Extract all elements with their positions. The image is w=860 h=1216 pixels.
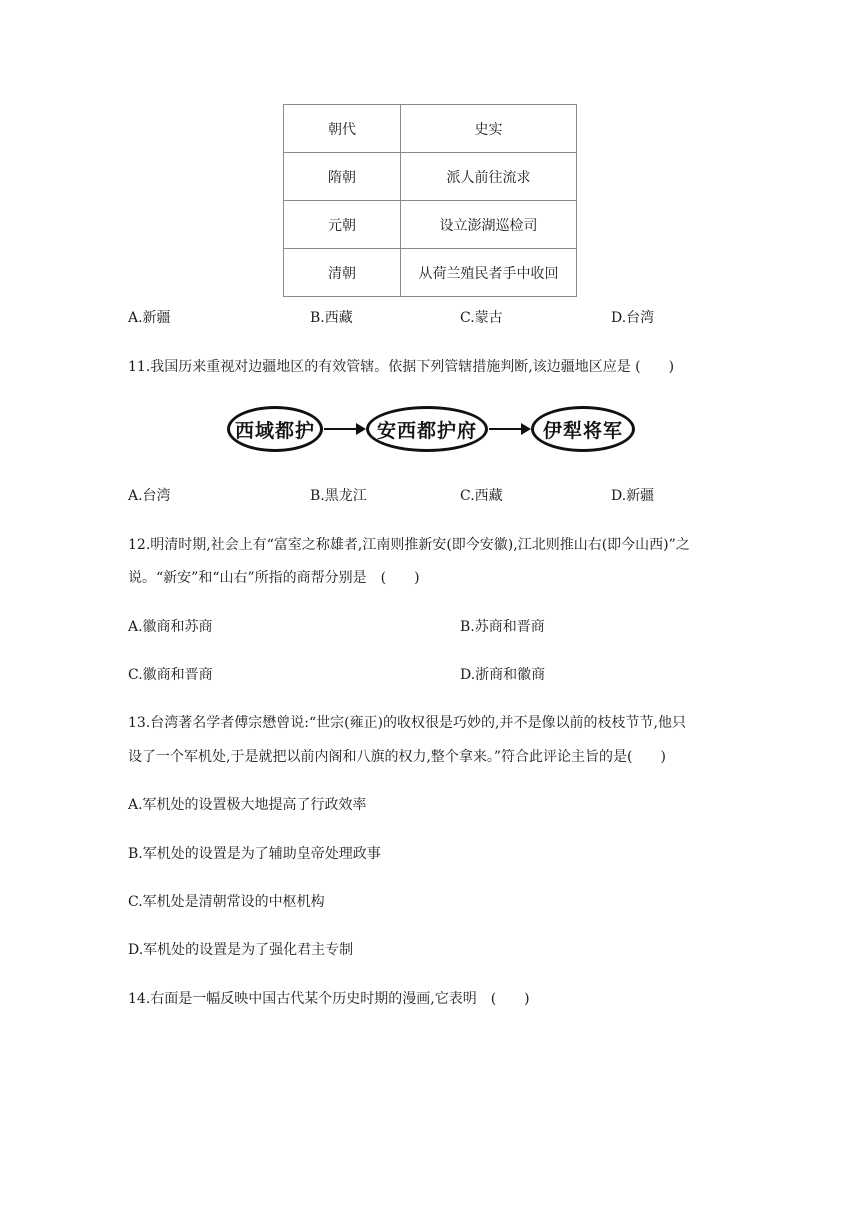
table-cell: 隋朝	[284, 153, 401, 201]
q10-option-a: A.新疆	[128, 310, 171, 326]
table-row	[284, 153, 577, 201]
q11-flow-diagram	[227, 402, 637, 458]
flow-arrow-icon	[489, 428, 529, 430]
table-cell: 元朝	[284, 201, 401, 249]
table-cell: 从荷兰殖民者手中收回	[401, 249, 577, 297]
q10-option-c: C.蒙古	[460, 310, 503, 326]
table-header-cell: 史实	[401, 105, 577, 153]
q11-option-a: A.台湾	[128, 488, 171, 504]
q11-option-d: D.新疆	[611, 488, 655, 504]
table-header-cell: 朝代	[284, 105, 401, 153]
q12-option-d: D.浙商和徽商	[460, 667, 546, 683]
q12-stem-line2: 说。“新安”和“山右”所指的商帮分别是 ( )	[128, 570, 420, 586]
q13-option-b: B.军机处的设置是为了辅助皇帝处理政事	[128, 846, 381, 862]
flow-node-xiyu-duhu: 西域都护	[227, 406, 323, 452]
q13-option-a: A.军机处的设置极大地提高了行政效率	[128, 797, 367, 813]
q11-option-c: C.西藏	[460, 488, 503, 504]
q13-option-d: D.军机处的设置是为了强化君主专制	[128, 942, 354, 958]
q11-option-b: B.黑龙江	[310, 488, 367, 504]
q14-stem: 14.右面是一幅反映中国古代某个历史时期的漫画,它表明 ( )	[128, 991, 530, 1007]
q12-stem-line1: 12.明清时期,社会上有“富室之称雄者,江南则推新安(即今安徽),江北则推山右(即今山西)”之	[128, 537, 690, 553]
flow-node-anxi-duhufu: 安西都护府	[366, 406, 488, 452]
table-cell: 清朝	[284, 249, 401, 297]
q11-stem: 11.我国历来重视对边疆地区的有效管辖。依据下列管辖措施判断,该边疆地区应是 ( )	[128, 359, 675, 375]
q10-option-b: B.西藏	[310, 310, 353, 326]
q12-option-b: B.苏商和晋商	[460, 619, 545, 635]
flow-arrow-icon	[324, 428, 364, 430]
q13-stem-line2: 设了一个军机处,于是就把以前内阁和八旗的权力,整个拿来。”符合此评论主旨的是( )	[128, 749, 666, 765]
table-header-row	[284, 105, 577, 153]
table-cell: 派人前往流求	[401, 153, 577, 201]
q13-option-c: C.军机处是清朝常设的中枢机构	[128, 894, 325, 910]
dynasty-table	[283, 104, 577, 297]
table-row	[284, 201, 577, 249]
table-cell: 设立澎湖巡检司	[401, 201, 577, 249]
q13-stem-line1: 13.台湾著名学者傅宗懋曾说:“世宗(雍正)的收权很是巧妙的,并不是像以前的枝枝节节,他只	[128, 715, 686, 731]
table-row	[284, 249, 577, 297]
flow-node-yili-jiangjun: 伊犁将军	[531, 406, 635, 452]
q10-option-d: D.台湾	[611, 310, 655, 326]
q12-option-a: A.徽商和苏商	[128, 619, 213, 635]
q12-option-c: C.徽商和晋商	[128, 667, 213, 683]
